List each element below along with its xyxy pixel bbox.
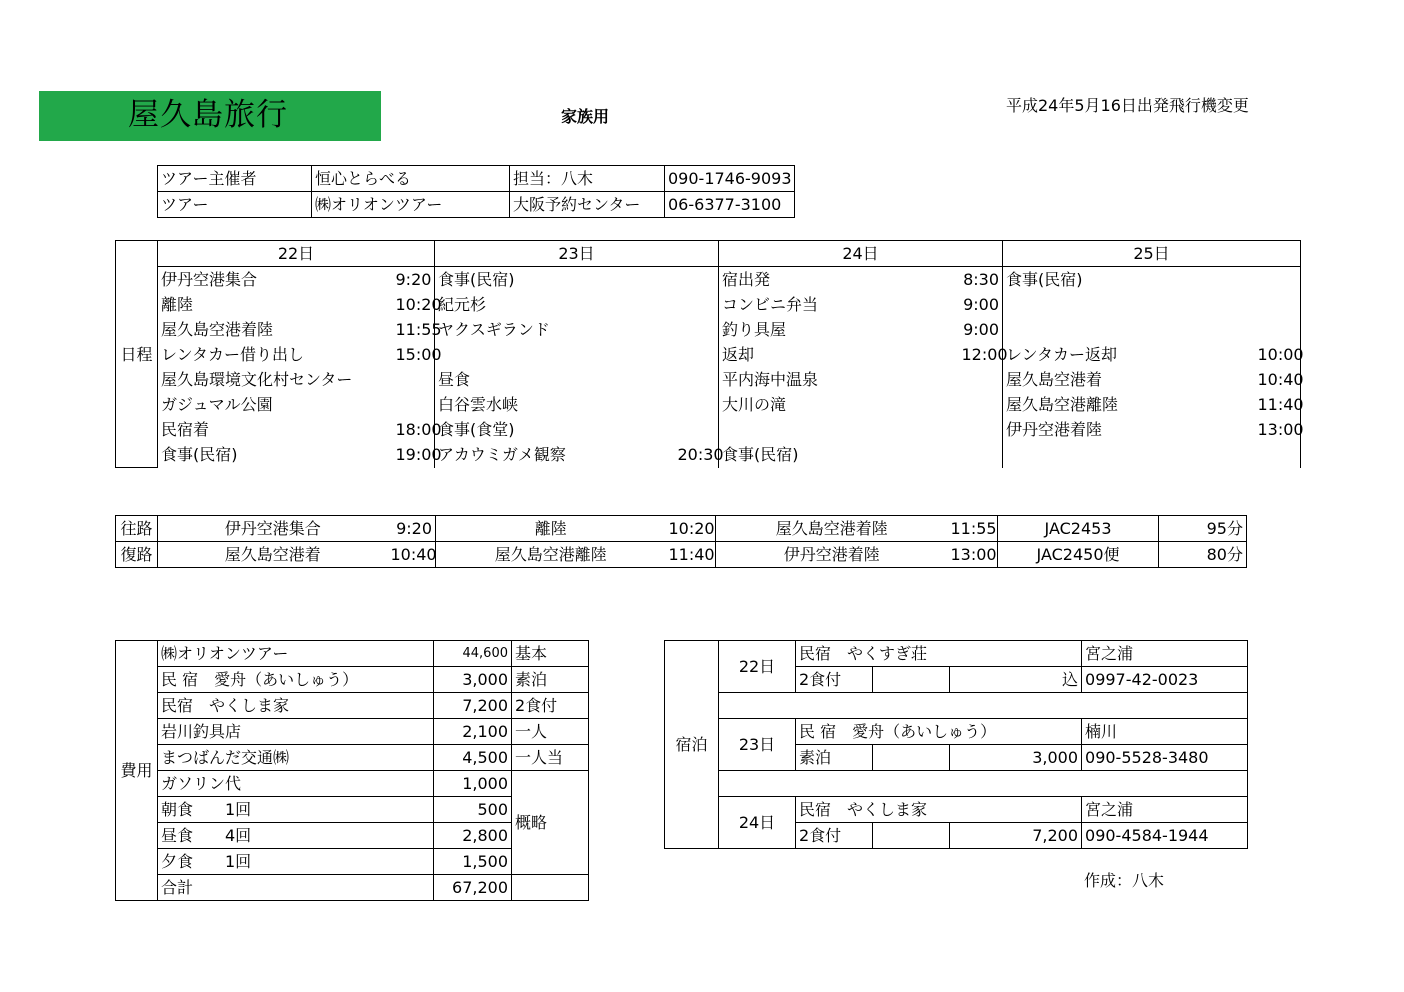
- schedule-row: [116, 267, 1301, 293]
- costs-row-label: 費用: [116, 641, 158, 901]
- schedule-time: 20:30: [675, 442, 719, 468]
- schedule-day-header: 22日: [158, 241, 435, 267]
- author-note: 作成：八木: [1084, 871, 1165, 890]
- flight-departure-time: 9:20: [388, 516, 436, 542]
- schedule-activity: 昼食: [435, 367, 675, 392]
- schedule-activity: 民宿着: [158, 417, 393, 442]
- schedule-table: [115, 240, 1304, 468]
- schedule-activity: 宿出発: [719, 267, 959, 293]
- schedule-time: [675, 292, 719, 317]
- lodging-plan: 2食付: [796, 667, 873, 693]
- schedule-time: [1255, 317, 1301, 342]
- schedule-time: 12:00: [959, 342, 1003, 367]
- schedule-time: 13:00: [1255, 417, 1301, 442]
- lodging-name: 民 宿 愛舟（あいしゅう）: [796, 719, 1082, 745]
- schedule-activity: 伊丹空港着陸: [1003, 417, 1255, 442]
- schedule-row: [116, 417, 1301, 442]
- cost-row: [116, 745, 589, 771]
- tour-info-cell: 恒心とらべる: [312, 166, 510, 192]
- lodging-plan: 素泊: [796, 745, 873, 771]
- cost-amount: 1,000: [434, 771, 512, 797]
- flight-takeoff-time: 11:40: [666, 542, 716, 568]
- lodging-blank: [873, 823, 950, 849]
- cost-item: 昼食 4回: [158, 823, 434, 849]
- schedule-activity: 伊丹空港集合: [158, 267, 393, 293]
- cost-amount: 7,200: [434, 693, 512, 719]
- schedule-activity: 大川の滝: [719, 392, 959, 417]
- lodging-day: 23日: [719, 719, 796, 771]
- schedule-activity: ヤクスギランド: [435, 317, 675, 342]
- cost-item: ガソリン代: [158, 771, 434, 797]
- lodging-day: 24日: [719, 797, 796, 849]
- schedule-activity: [719, 417, 959, 442]
- lodging-phone: 090-4584-1944: [1082, 823, 1248, 849]
- lodging-table: [664, 640, 1248, 849]
- schedule-time: [1255, 292, 1301, 317]
- schedule-activity: [1003, 292, 1255, 317]
- lodging-price: 7,200: [950, 823, 1082, 849]
- flight-arrival: 伊丹空港着陸: [716, 542, 948, 568]
- cost-note: 一人: [512, 719, 589, 745]
- cost-amount: 44,600: [434, 641, 512, 667]
- schedule-activity: 食事(民宿): [1003, 267, 1255, 293]
- tour-info-row: [158, 192, 795, 218]
- schedule-time: 10:20: [393, 292, 435, 317]
- lodging-row: [665, 797, 1248, 823]
- tour-info-cell: 担当：八木: [510, 166, 665, 192]
- schedule-activity: [1003, 442, 1255, 468]
- lodging-area: 楠川: [1082, 719, 1248, 745]
- lodging-spacer: [719, 771, 1248, 797]
- schedule-activity: 紀元杉: [435, 292, 675, 317]
- flight-arrival: 屋久島空港着陸: [716, 516, 948, 542]
- schedule-time: 9:00: [959, 292, 1003, 317]
- schedule-activity: 離陸: [158, 292, 393, 317]
- tour-info-cell: ㈱オリオンツアー: [312, 192, 510, 218]
- cost-row: [116, 719, 589, 745]
- schedule-activity: 屋久島空港着陸: [158, 317, 393, 342]
- cost-note: 素泊: [512, 667, 589, 693]
- schedule-activity: 食事(民宿): [158, 442, 393, 468]
- tour-info-cell: ツアー: [158, 192, 312, 218]
- flight-direction: 復路: [116, 542, 158, 568]
- flight-takeoff: 離陸: [436, 516, 666, 542]
- tour-info-table: [157, 165, 795, 218]
- cost-note: 一人当: [512, 745, 589, 771]
- flight-row: [116, 516, 1247, 542]
- cost-note: 2食付: [512, 693, 589, 719]
- cost-row: [116, 641, 589, 667]
- schedule-activity: 返却: [719, 342, 959, 367]
- schedule-time: [1255, 442, 1301, 468]
- schedule-row-label: [116, 367, 158, 392]
- flight-departure: 屋久島空港着: [158, 542, 388, 568]
- flight-row: [116, 542, 1247, 568]
- schedule-time: [675, 267, 719, 293]
- schedule-time: 10:00: [1255, 342, 1301, 367]
- schedule-row: [116, 367, 1301, 392]
- schedule-time: 19:00: [393, 442, 435, 468]
- lodging-row: [665, 719, 1248, 745]
- schedule-row-label: [116, 267, 158, 293]
- tour-info-cell: ツアー主催者: [158, 166, 312, 192]
- lodging-area: 宮之浦: [1082, 797, 1248, 823]
- costs-table: [115, 640, 589, 901]
- lodging-price: 込: [950, 667, 1082, 693]
- cost-note: 基本: [512, 641, 589, 667]
- schedule-time: 11:40: [1255, 392, 1301, 417]
- page-title: 屋久島旅行: [128, 97, 288, 133]
- schedule-row: [116, 292, 1301, 317]
- cost-amount: 4,500: [434, 745, 512, 771]
- schedule-header-row: [116, 241, 1301, 267]
- lodging-row: [665, 641, 1248, 667]
- schedule-row-label: [116, 292, 158, 317]
- lodging-blank: [873, 667, 950, 693]
- schedule-row-label: [116, 317, 158, 342]
- schedule-activity: 食事(民宿): [719, 442, 959, 468]
- flight-departure: 伊丹空港集合: [158, 516, 388, 542]
- schedule-time: 8:30: [959, 267, 1003, 293]
- schedule-time: [675, 367, 719, 392]
- lodging-spacer: [719, 693, 1248, 719]
- lodging-spacer-row: [665, 693, 1248, 719]
- schedule-activity: レンタカー借り出し: [158, 342, 393, 367]
- flight-number: JAC2450便: [998, 542, 1159, 568]
- cost-row: [116, 875, 589, 901]
- flight-takeoff: 屋久島空港離陸: [436, 542, 666, 568]
- schedule-activity: レンタカー返却: [1003, 342, 1255, 367]
- schedule-time: 9:20: [393, 267, 435, 293]
- schedule-day-header: 25日: [1003, 241, 1301, 267]
- lodging-phone: 090-5528-3480: [1082, 745, 1248, 771]
- cost-amount: 2,800: [434, 823, 512, 849]
- flight-takeoff-time: 10:20: [666, 516, 716, 542]
- schedule-activity: 平内海中温泉: [719, 367, 959, 392]
- schedule-row: [116, 442, 1301, 468]
- tour-info-cell: 06-6377-3100: [665, 192, 795, 218]
- cost-amount: 1,500: [434, 849, 512, 875]
- schedule-row-label: 日程: [116, 342, 158, 367]
- schedule-time: 11:55: [393, 317, 435, 342]
- lodging-price: 3,000: [950, 745, 1082, 771]
- lodging-name: 民宿 やくすぎ荘: [796, 641, 1082, 667]
- cost-item: 民 宿 愛舟（あいしゅう）: [158, 667, 434, 693]
- tour-info-cell: 090-1746-9093: [665, 166, 795, 192]
- schedule-time: [675, 342, 719, 367]
- cost-item: 岩川釣具店: [158, 719, 434, 745]
- schedule-activity: ガジュマル公園: [158, 392, 393, 417]
- schedule-row-label: [116, 417, 158, 442]
- schedule-row: [116, 342, 1301, 367]
- cost-group-note: 概略: [512, 771, 589, 875]
- schedule-activity: 屋久島空港離陸: [1003, 392, 1255, 417]
- schedule-activity: コンビニ弁当: [719, 292, 959, 317]
- schedule-activity: 食事(食堂): [435, 417, 675, 442]
- schedule-time: [393, 367, 435, 392]
- schedule-time: [959, 442, 1003, 468]
- flight-duration: 95分: [1159, 516, 1247, 542]
- schedule-time: [675, 392, 719, 417]
- flight-duration: 80分: [1159, 542, 1247, 568]
- schedule-time: 9:00: [959, 317, 1003, 342]
- lodging-day: 22日: [719, 641, 796, 693]
- schedule-row: [116, 392, 1301, 417]
- cost-item: 合計: [158, 875, 434, 901]
- flight-arrival-time: 11:55: [948, 516, 998, 542]
- schedule-time: [675, 417, 719, 442]
- schedule-row-label: [116, 442, 158, 468]
- flight-arrival-time: 13:00: [948, 542, 998, 568]
- lodging-plan: 2食付: [796, 823, 873, 849]
- schedule-corner: [116, 241, 158, 267]
- schedule-activity: アカウミガメ観察: [435, 442, 675, 468]
- schedule-activity: 食事(民宿): [435, 267, 675, 293]
- cost-row: [116, 693, 589, 719]
- flight-departure-time: 10:40: [388, 542, 436, 568]
- schedule-row-label: [116, 392, 158, 417]
- cost-item: ㈱オリオンツアー: [158, 641, 434, 667]
- flights-table: [115, 515, 1247, 568]
- lodging-name: 民宿 やくしま家: [796, 797, 1082, 823]
- schedule-time: 18:00: [393, 417, 435, 442]
- flight-direction: 往路: [116, 516, 158, 542]
- cost-amount: 500: [434, 797, 512, 823]
- cost-item: 夕食 1回: [158, 849, 434, 875]
- schedule-activity: 白谷雲水峡: [435, 392, 675, 417]
- schedule-time: 15:00: [393, 342, 435, 367]
- lodging-area: 宮之浦: [1082, 641, 1248, 667]
- cost-amount: 2,100: [434, 719, 512, 745]
- lodging-blank: [873, 745, 950, 771]
- schedule-row: [116, 317, 1301, 342]
- flight-number: JAC2453: [998, 516, 1159, 542]
- schedule-day-header: 24日: [719, 241, 1003, 267]
- tour-info-cell: 大阪予約センター: [510, 192, 665, 218]
- cost-amount: 3,000: [434, 667, 512, 693]
- cost-item: まつばんだ交通㈱: [158, 745, 434, 771]
- schedule-activity: 屋久島空港着: [1003, 367, 1255, 392]
- schedule-time: 10:40: [1255, 367, 1301, 392]
- tour-info-row: [158, 166, 795, 192]
- cost-item: 朝食 1回: [158, 797, 434, 823]
- cost-amount: 67,200: [434, 875, 512, 901]
- schedule-activity: 釣り具屋: [719, 317, 959, 342]
- schedule-time: [393, 392, 435, 417]
- schedule-time: [959, 367, 1003, 392]
- schedule-day-header: 23日: [435, 241, 719, 267]
- schedule-activity: [435, 342, 675, 367]
- lodging-spacer-row: [665, 771, 1248, 797]
- schedule-time: [1255, 267, 1301, 293]
- cost-note: [512, 875, 589, 901]
- cost-item: 民宿 やくしま家: [158, 693, 434, 719]
- schedule-time: [675, 317, 719, 342]
- schedule-time: [959, 417, 1003, 442]
- schedule-activity: [1003, 317, 1255, 342]
- cost-row: [116, 667, 589, 693]
- lodging-row-label: 宿泊: [665, 641, 719, 849]
- schedule-activity: 屋久島環境文化村センター: [158, 367, 393, 392]
- page-subtitle: 家族用: [561, 107, 610, 126]
- schedule-time: [959, 392, 1003, 417]
- lodging-phone: 0997-42-0023: [1082, 667, 1248, 693]
- cost-row: [116, 771, 589, 797]
- change-note: 平成24年5月16日出発飛行機変更: [1006, 96, 1249, 115]
